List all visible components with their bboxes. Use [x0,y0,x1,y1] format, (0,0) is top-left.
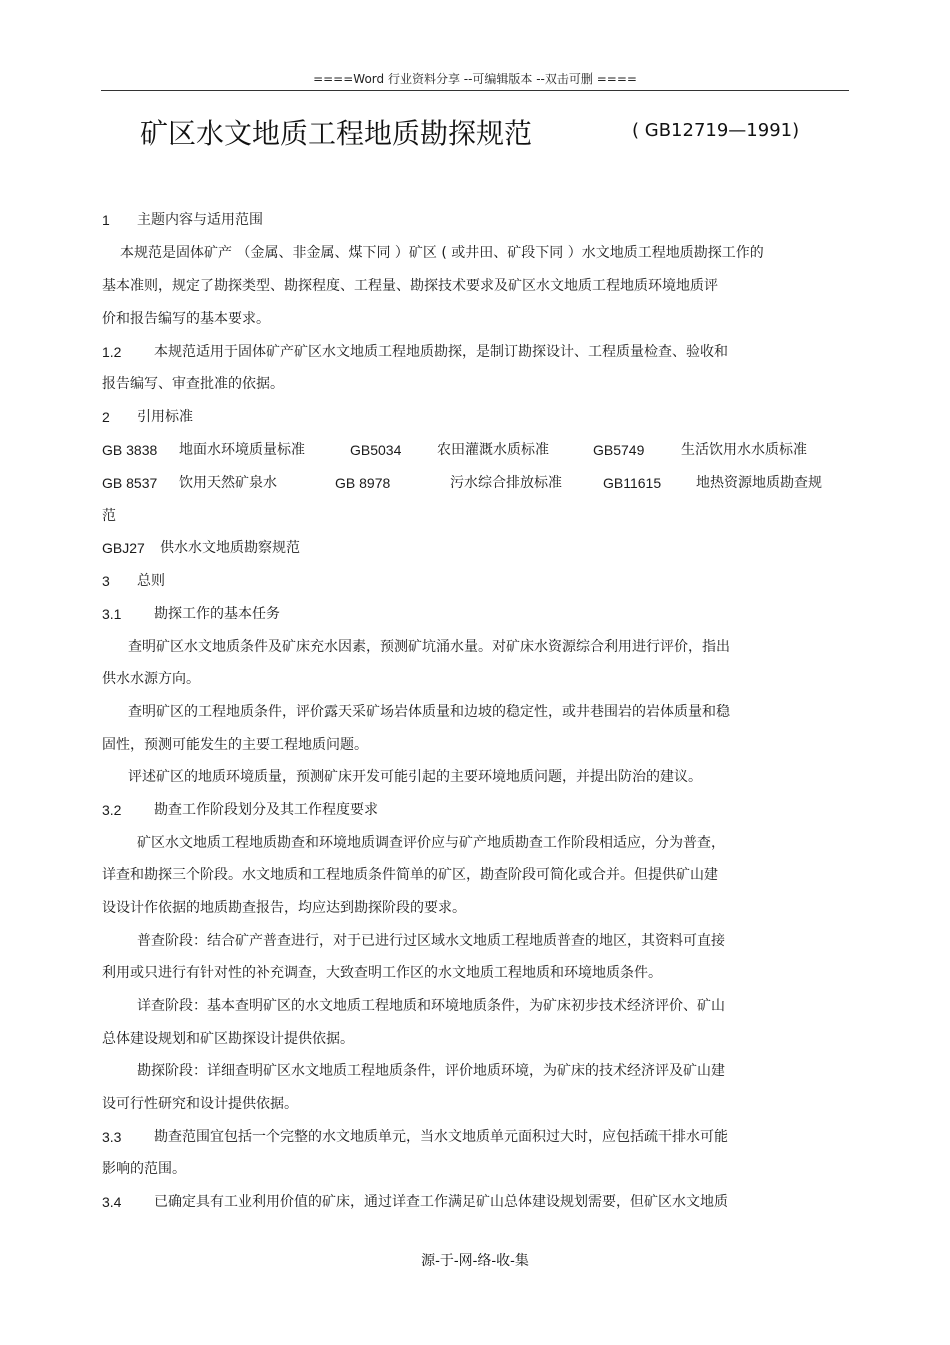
paragraph-line: 报告编写、审查批准的依据。 [102,376,284,392]
reference-code: GBJ27 [102,540,145,556]
footer-note: 源-于-网-络-收-集 [421,1253,529,1269]
section-2-heading: 引用标准 [137,409,193,425]
section-3-2-heading: 勘查工作阶段划分及其工作程度要求 [154,802,378,818]
reference-name: 污水综合排放标准 [450,475,562,491]
document-title: 矿区水文地质工程地质勘探规范 [140,117,533,150]
paragraph-line: 基本准则，规定了勘探类型、勘探程度、工程量、勘探技术要求及矿区水文地质工程地质环境地质评 [102,278,718,294]
paragraph-line: 普查阶段：结合矿产普查进行，对于已进行过区域水文地质工程地质普查的地区，其资料可直接 [137,933,725,949]
paragraph-line: 固性，预测可能发生的主要工程地质问题。 [102,737,368,753]
paragraph-line: 本规范适用于固体矿产矿区水文地质工程地质勘探，是制订勘探设计、工程质量检查、验收和 [154,344,728,360]
paragraph-line: 详查和勘探三个阶段。水文地质和工程地质条件简单的矿区，勘查阶段可简化或合并。但提供矿山建 [102,867,718,883]
reference-name: 地热资源地质勘查规 [696,475,822,491]
section-2-number: 2 [102,409,110,425]
reference-code: GB 3838 [102,442,158,458]
paragraph-line: 详查阶段：基本查明矿区的水文地质工程地质和环境地质条件，为矿床初步技术经济评价、矿山 [137,998,725,1014]
document-standard-code: ( GB12719—1991) [632,120,800,141]
paragraph-line: 价和报告编写的基本要求。 [102,311,270,327]
paragraph-line: 勘查范围宜包括一个完整的水文地质单元，当水文地质单元面积过大时，应包括疏干排水可能 [154,1129,728,1145]
paragraph-line: 查明矿区水文地质条件及矿床充水因素，预测矿坑涌水量。对矿床水资源综合利用进行评价，指出 [128,639,730,655]
header-banner: ====Word 行业资料分享 --可编辑版本 --双击可删 ==== [313,72,637,86]
paragraph-line: 已确定具有工业利用价值的矿床，通过详查工作满足矿山总体建设规划需要，但矿区水文地质 [154,1194,728,1210]
reference-name-continued: 范 [102,508,116,524]
paragraph-line: 本规范是固体矿产 （金属、非金属、煤下同 ）矿区 ( 或井田、矿段下同 ）水文地质工程地质勘探工作的 [120,245,764,261]
reference-name: 地面水环境质量标准 [179,442,305,458]
paragraph-line: 设设计作依据的地质勘查报告，均应达到勘探阶段的要求。 [102,900,466,916]
section-1-heading: 主题内容与适用范围 [137,212,263,228]
section-1-2-number: 1.2 [102,344,122,360]
title-row [140,112,840,152]
reference-name: 生活饮用水水质标准 [681,442,807,458]
section-1-number: 1 [102,212,110,228]
section-3-2-number: 3.2 [102,802,122,818]
paragraph-line: 矿区水文地质工程地质勘查和环境地质调查评价应与矿产地质勘查工作阶段相适应，分为普查， [137,835,725,851]
reference-code: GB 8537 [102,475,158,491]
paragraph-line: 评述矿区的地质环境质量，预测矿床开发可能引起的主要环境地质问题，并提出防治的建议。 [128,769,702,785]
reference-name: 农田灌溉水质标准 [437,442,549,458]
reference-code: GB5749 [593,442,645,458]
paragraph-line: 总体建设规划和矿区勘探设计提供依据。 [102,1031,354,1047]
section-3-1-number: 3.1 [102,606,122,622]
paragraph-line: 利用或只进行有针对性的补充调查，大致查明工作区的水文地质工程地质和环境地质条件。 [102,965,662,981]
section-3-3-number: 3.3 [102,1129,122,1145]
section-3-1-heading: 勘探工作的基本任务 [154,606,280,622]
reference-name: 饮用天然矿泉水 [179,475,277,491]
paragraph-line: 供水水源方向。 [102,671,200,687]
reference-name: 供水水文地质勘察规范 [160,540,300,556]
reference-code: GB 8978 [335,475,391,491]
reference-code: GB11615 [603,475,662,491]
paragraph-line: 设可行性研究和设计提供依据。 [102,1096,298,1112]
paragraph-line: 查明矿区的工程地质条件，评价露天采矿场岩体质量和边坡的稳定性，或井巷围岩的岩体质量和稳 [128,704,730,720]
reference-code: GB5034 [350,442,402,458]
section-3-number: 3 [102,573,110,589]
section-3-heading: 总则 [137,573,165,589]
paragraph-line: 勘探阶段：详细查明矿区水文地质工程地质条件，评价地质环境，为矿床的技术经济评及矿山建 [137,1063,725,1079]
paragraph-line: 影响的范围。 [102,1161,186,1177]
section-3-4-number: 3.4 [102,1194,122,1210]
header-rule [101,90,849,91]
